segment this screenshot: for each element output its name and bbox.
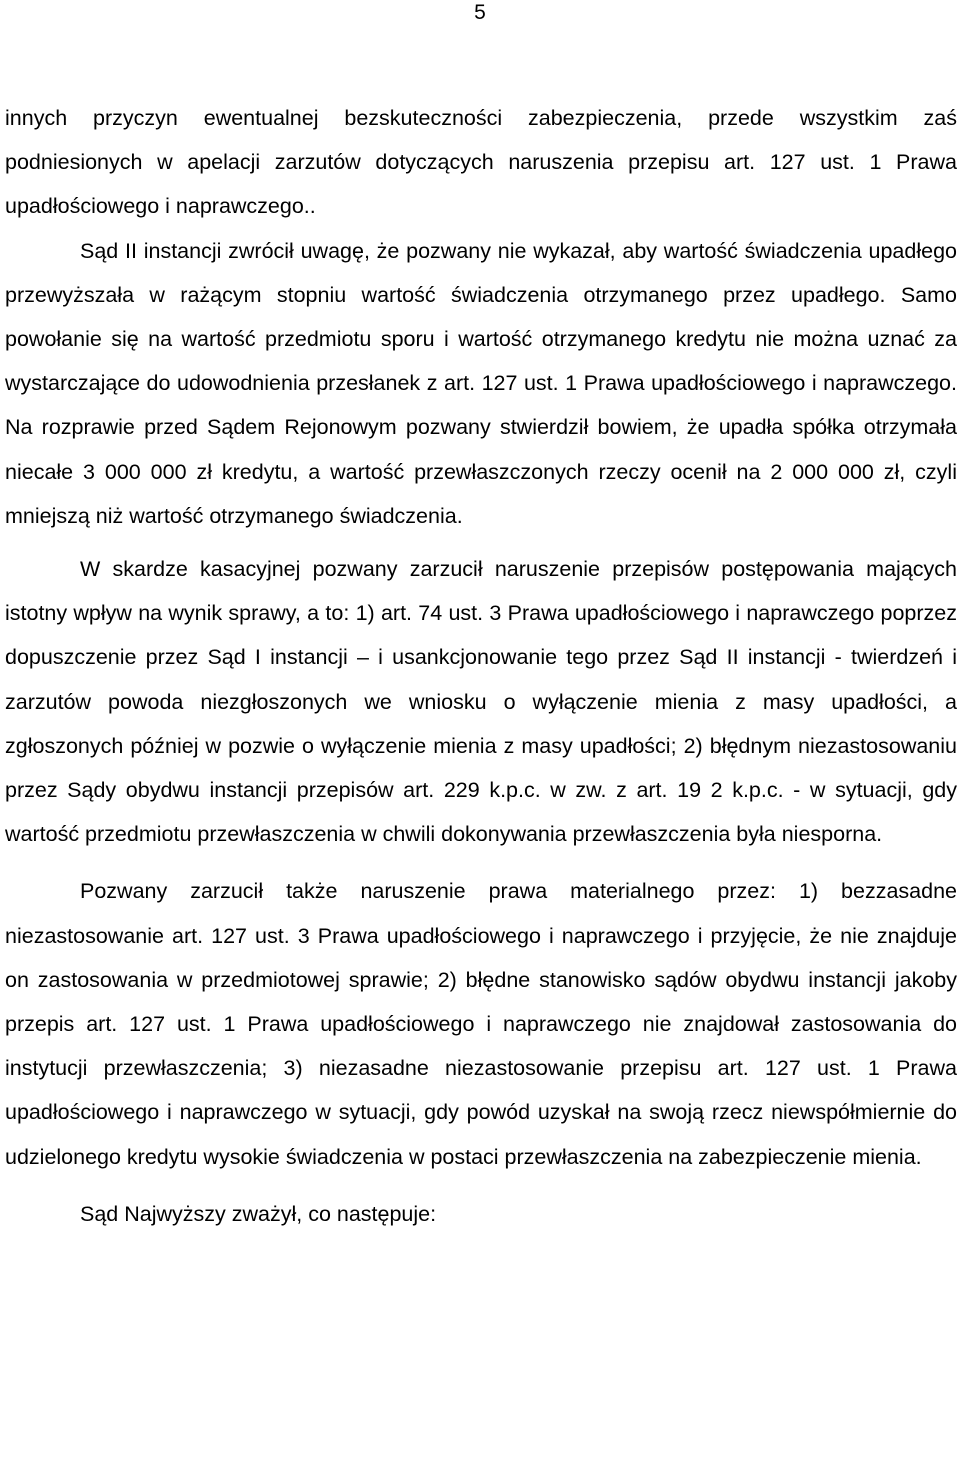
paragraph-court-remark: Sąd II instancji zwrócił uwagę, że pozwany nie wykazał, aby wartość świadczenia upadłego przewyższała w rażącym stopniu wartość świadczenia otrzymanego przez upadłego. Samo powołanie się na wartość przedmiotu sporu i wartość otrzymanego kredytu nie można uznać za wystarczające do udowodnienia przesłanek z art. 127 ust. 1 Prawa upadłościowego i naprawczego. Na rozprawie przed Sądem Rejonowym pozwany stwierdził bowiem, że upadła spółka otrzymała niecałe 3 000 000 zł kredytu, a wartość przewłaszczonych rzeczy ocenił na 2 000 000 zł, czyli mniejszą niż wartość otrzymanego świadczenia.	[5, 238, 957, 528]
paragraph-continuation: innych przyczyn ewentualnej bezskuteczności zabezpieczenia, przede wszystkim zaś podniesionych w apelacji zarzutów dotyczących naruszenia przepisu art. 127 ust. 1 Prawa upadłościowego i naprawczego..	[5, 106, 957, 219]
paragraph-cassation-procedural: W skardze kasacyjnej pozwany zarzucił naruszenie przepisów postępowania mających istotny wpływ na wynik sprawy, a to: 1) art. 74 ust. 3 Prawa upadłościowego i naprawczego poprzez dopuszczenie przez Sąd I instancji – i usankcjonowanie tego przez Sąd II instancji - twierdzeń i zarzutów powoda niezgłoszonych we wniosku o wyłączenie mienia z masy upadłości, a zgłoszonych później w pozwie o wyłączenie mienia z masy upadłości; 2) błędnym niezastosowaniu przez Sądy obydwu instancji przepisów art. 229 k.p.c. w zw. z art. 19 2 k.p.c. - w sytuacji, gdy wartość przedmiotu przewłaszczenia w chwili dokonywania przewłaszczenia była niesporna.	[5, 557, 957, 847]
paragraph-supreme-court-heading: Sąd Najwyższy zważył, co następuje:	[80, 1201, 437, 1226]
paragraph-cassation-substantive: Pozwany zarzucił także naruszenie prawa materialnego przez: 1) bezzasadne niezastosowanie art. 127 ust. 3 Prawa upadłościowego i naprawczego i przyjęcie, że nie znajduje on zastosowania w przedmiotowej sprawie; 2) błędne stanowisko sądów obydwu instancji jakoby przepis art. 127 ust. 1 Prawa upadłościowego i naprawczego nie znajdował zastosowania do instytucji przewłaszczenia; 3) niezasadne niezastosowanie przepisu art. 127 ust. 1 Prawa upadłościowego i naprawczego w sytuacji, gdy powód uzyskał na swoją rzecz niewspółmiernie do udzielonego kredytu wysokie świadczenia w postaci przewłaszczenia na zabezpieczenie mienia.	[5, 879, 957, 1169]
document-body	[5, 96, 957, 1236]
page-number: 5	[474, 1, 486, 24]
